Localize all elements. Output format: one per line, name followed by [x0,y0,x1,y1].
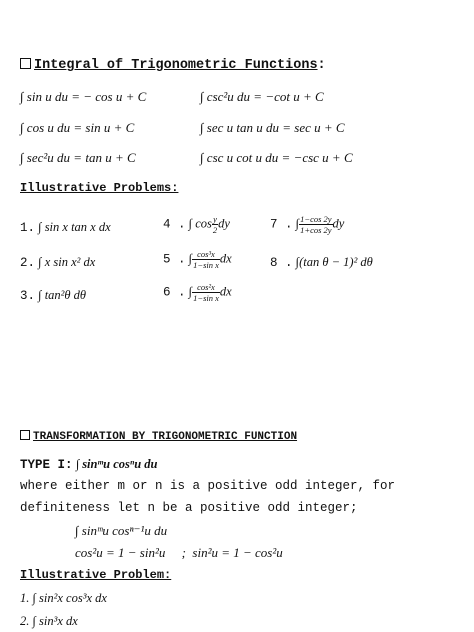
problem-differential: dy [218,216,230,231]
formula-sin: ∫ sin u du = − cos u + C [20,89,147,104]
problem-7 [270,214,344,235]
type-problem-2 [20,614,78,629]
problem-expr: ∫ sin³x dx [32,614,78,628]
formula-csc2: ∫ csc²u du = −cot u + C [200,89,324,104]
formula-csccot: ∫ csc u cot u du = −csc u + C [200,150,353,165]
checkbox-icon [20,430,30,440]
section-title-text: TRANSFORMATION BY TRIGONOMETRIC FUNCTION [33,431,298,443]
fraction-numerator: y [213,214,217,224]
formula-identities: cos²u = 1 − sin²u ; sin²u = 1 − cos²u [75,545,283,560]
illustrative-problem-title: Illustrative Problem: [20,568,172,582]
type-one-heading [20,457,158,472]
problem-differential: dy [332,216,345,231]
problem-6 [163,282,232,303]
problem-number: 3. [20,289,36,303]
fraction-denominator: 1−sin x [193,260,219,270]
type-expression: ∫ sinᵐu cosⁿu du [75,457,158,471]
section-title-colon: : [317,58,326,73]
problem-expr: ∫ sin²x cos³x dx [32,591,107,605]
section-title-transformation [20,430,297,443]
problem-2 [20,255,95,270]
fraction-denominator: 1−sin x [193,293,219,303]
problem-number: 2. [20,256,36,270]
fraction-numerator: 1−cos 2y [300,214,332,224]
problem-number: 4 . [163,217,186,232]
problem-differential: dx [219,251,232,266]
problem-expr: ∫ [295,216,300,231]
fraction-numerator: cos²x [192,282,220,293]
formula-cos: ∫ cos u du = sin u + C [20,120,135,135]
prose-line-1: where either m or n is a positive odd integer, for [20,479,396,493]
problem-5 [163,249,232,270]
prose-line-2: definiteness let n be a positive odd integer; [20,501,358,515]
problem-number: 7 . [270,217,293,232]
problem-8 [270,255,373,270]
fraction-denominator: 2 [212,225,218,235]
section-title-integrals [20,58,326,73]
problem-expr: ∫ [188,284,193,299]
problem-expr: ∫(tan θ − 1)² dθ [295,255,373,269]
problem-1 [20,220,111,235]
problem-number: 5 . [163,252,186,267]
type-problem-1 [20,591,107,606]
problem-expr: ∫ tan²θ dθ [38,288,87,302]
problem-expr: ∫ cos [188,216,212,231]
problem-number: 8 . [270,256,293,270]
problem-differential: dx [219,284,232,299]
problem-number: 1. [20,221,36,235]
section-title-text: Integral of Trigonometric Functions [34,58,318,73]
formula-sectan: ∫ sec u tan u du = sec u + C [200,120,345,135]
problem-4 [163,214,230,235]
fraction-denominator: 1+cos 2y [300,225,332,235]
problem-expr: ∫ x sin x² dx [38,255,96,269]
illustrative-problems-title: Illustrative Problems: [20,181,179,195]
formula-transformed: ∫ sinᵐu cosⁿ⁻¹u du [75,523,168,538]
problem-expr: ∫ sin x tan x dx [38,220,111,234]
problem-expr: ∫ [188,251,193,266]
problem-number: 2. [20,614,30,628]
checkbox-icon [20,58,31,69]
type-label: TYPE I: [20,458,73,472]
problem-3 [20,288,86,303]
fraction-numerator: cos³x [192,249,220,260]
formula-sec2: ∫ sec²u du = tan u + C [20,150,136,165]
problem-number: 1. [20,591,30,605]
problem-number: 6 . [163,285,186,300]
